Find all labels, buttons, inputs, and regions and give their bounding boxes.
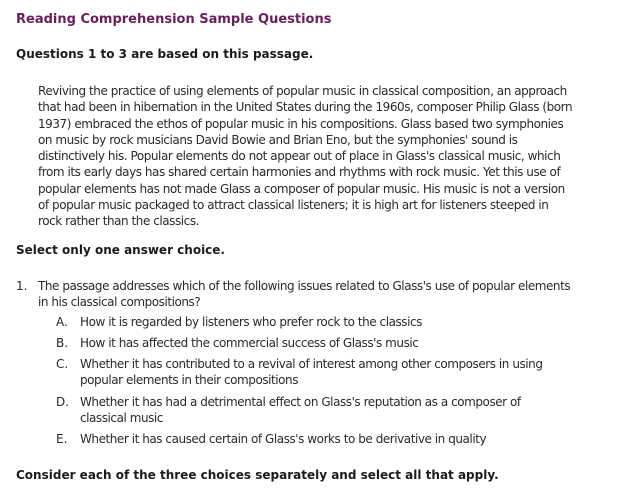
option-text [80, 431, 600, 447]
option-line: Whether it has had a detrimental effect on Glass's reputation as a composer of [80, 395, 521, 409]
option-line: How it is regarded by listeners who prefer rock to the classics [80, 315, 422, 329]
question-line: in his classical compositions? [38, 295, 201, 309]
question-number: 1. [16, 279, 28, 293]
option-text [80, 335, 600, 351]
passage-line: that had been in hibernation in the United States during the 1960s, composer Philip Glass (born [38, 100, 573, 115]
option-line: classical music [80, 411, 163, 425]
reading-passage [38, 83, 598, 230]
multi-select-instruction: Consider each of the three choices separately and select all that apply. [16, 468, 499, 482]
passage-line: from its early days has shared certain harmonies and rhythms with rock music. Yet this use of [38, 165, 561, 180]
passage-line: rock rather than the classics. [38, 214, 199, 229]
question-line: The passage addresses which of the following issues related to Glass's use of popular elements [38, 279, 571, 293]
option-text [80, 394, 600, 426]
passage-line: on music by rock musicians David Bowie and Brian Eno, but the symphonies' sound is [38, 132, 518, 147]
option-line: Whether it has caused certain of Glass's works to be derivative in quality [80, 432, 487, 446]
option-text [80, 356, 600, 388]
passage-line: Reviving the practice of using elements of popular music in classical composition, an approach [38, 84, 567, 98]
page-title: Reading Comprehension Sample Questions [16, 12, 332, 27]
option-line: How it has affected the commercial success of Glass's music [80, 336, 419, 350]
passage-line: distinctively his. Popular elements do not appear out of place in Glass's classical music, which [38, 149, 561, 164]
option-line: Whether it has contributed to a revival of interest among other composers in using [80, 357, 543, 371]
option-text [80, 314, 600, 330]
option-line: popular elements in their compositions [80, 373, 299, 387]
answer-instruction: Select only one answer choice. [16, 243, 225, 257]
passage-intro: Questions 1 to 3 are based on this passage. [16, 47, 314, 61]
passage-line: popular elements has not made Glass a composer of popular music. His music is not a version [38, 181, 565, 196]
question-text [38, 278, 608, 310]
option-letter: B. [56, 336, 69, 350]
passage-line: 1937) embraced the ethos of popular music in his compositions. Glass based two symphonies [38, 116, 564, 131]
passage-line: of popular music packaged to attract classical listeners; it is high art for listeners steeped in [38, 198, 549, 213]
option-letter: D. [56, 395, 70, 409]
option-letter: C. [56, 357, 69, 371]
option-letter: A. [56, 315, 68, 329]
option-letter: E. [56, 432, 68, 446]
